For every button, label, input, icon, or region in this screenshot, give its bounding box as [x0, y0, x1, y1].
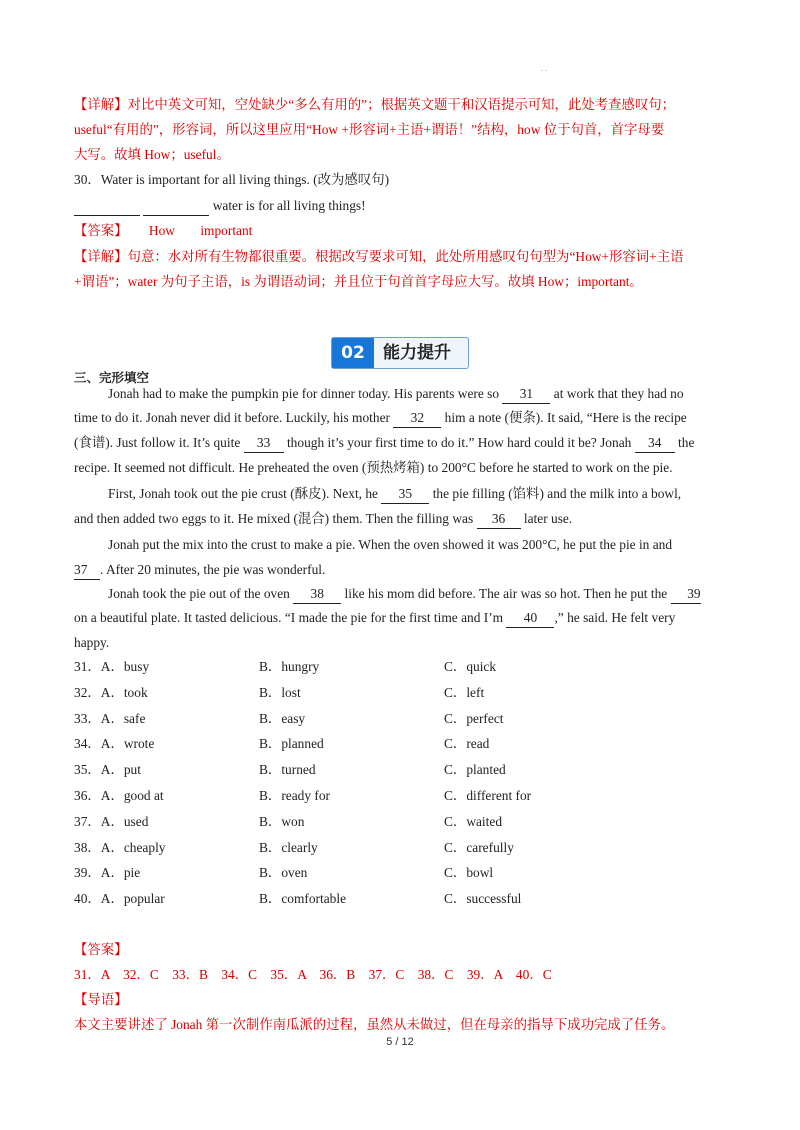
option-c[interactable]: C．different for	[444, 788, 532, 803]
q30-question: 30．Water is important for all living things. (改为感叹句)	[74, 172, 390, 187]
answers-label: 【答案】	[74, 942, 128, 957]
passage-text: . After 20 minutes, the pie was wonderful.	[100, 562, 326, 577]
option-b[interactable]: B．easy	[259, 710, 306, 726]
passage-text: on a beautiful plate. It tasted delicious. “I made the pie for the first time and I’m	[74, 610, 507, 625]
option-a[interactable]: 37．A．used	[74, 813, 149, 829]
q30-detail-line-2: +谓语”；water 为句子主语，is 为谓语动词；并且位于句首首字母应大写。故填 How；important。	[74, 274, 643, 289]
part-heading: 三、完形填空	[74, 370, 150, 385]
q30-blank-tail: water is for all living things!	[209, 198, 366, 213]
passage-line-7: Jonah put the mix into the crust to make a pie. When the oven showed it was 200°C, he put the pie in and	[108, 537, 673, 552]
option-row	[74, 710, 734, 728]
option-b[interactable]: B．planned	[259, 736, 324, 752]
passage-line-9	[108, 585, 701, 604]
passage-line-5	[108, 485, 681, 504]
option-row	[74, 684, 734, 702]
q30-answer-1: How	[148, 223, 175, 238]
option-c[interactable]: C．left	[444, 684, 485, 700]
blank-32[interactable]: 32	[393, 409, 441, 428]
passage-line-10	[74, 609, 675, 628]
option-b[interactable]: B．ready for	[259, 788, 331, 803]
blank-34[interactable]: 34	[635, 434, 675, 453]
q30-answer-label: 【答案】	[74, 223, 128, 238]
blank-31[interactable]: 31	[502, 385, 550, 404]
passage-line-8	[74, 561, 325, 580]
option-c[interactable]: C．planted	[444, 762, 506, 778]
option-row	[74, 890, 734, 908]
option-a[interactable]: 38．A．cheaply	[74, 839, 166, 855]
q30-detail-line-1: 【详解】句意：水对所有生物都很重要。根据改写要求可知，此处所用感叹句句型为“How+形容词+主语	[74, 249, 684, 264]
option-row	[74, 813, 734, 831]
option-a[interactable]: 36．A．good at	[74, 788, 164, 803]
option-row	[74, 787, 734, 805]
passage-text: later use.	[520, 511, 573, 526]
blank-39[interactable]: 39	[671, 585, 701, 604]
section-number: 02	[332, 338, 374, 368]
passage-text: ,” he said. He felt very	[554, 610, 676, 625]
section-title-box	[331, 337, 469, 369]
option-b[interactable]: B．clearly	[259, 839, 318, 855]
blank-36[interactable]: 36	[477, 510, 521, 529]
option-a[interactable]: 32．A．took	[74, 684, 148, 700]
passage-line-1	[108, 385, 684, 404]
passage-text: at work that they had no	[550, 386, 684, 401]
passage-text: Jonah took the pie out of the oven	[108, 586, 294, 601]
option-row	[74, 735, 734, 753]
guide-label: 【导语】	[74, 992, 128, 1007]
answers-list: 31．A 32．C 33．B 34．C 35．A 36．B 37．C 38．C 39．A 40．C	[74, 967, 552, 982]
q30-blank-2[interactable]	[143, 197, 209, 216]
option-c[interactable]: C．read	[444, 736, 490, 752]
option-c[interactable]: C．quick	[444, 659, 497, 674]
option-b[interactable]: B．won	[259, 813, 305, 829]
passage-text: him a note (便条). It said, “Here is the recipe	[441, 410, 687, 425]
passage-text: First, Jonah took out the pie crust (酥皮). Next, he	[108, 486, 382, 501]
option-c[interactable]: C．perfect	[444, 710, 504, 726]
option-b[interactable]: B．comfortable	[259, 891, 347, 907]
q29-detail-line-3: 大写。故填 How；useful。	[74, 147, 230, 162]
q30-blank-line	[74, 197, 366, 216]
option-c[interactable]: C．successful	[444, 891, 522, 907]
option-b[interactable]: B．hungry	[259, 659, 320, 674]
passage-text: and then added two eggs to it. He mixed (混合) them. Then the filling was	[74, 511, 477, 526]
section-title: 能力提升	[383, 343, 451, 363]
passage-line-3	[74, 434, 694, 453]
blank-37[interactable]: 37	[74, 561, 100, 580]
option-b[interactable]: B．lost	[259, 684, 301, 700]
option-a[interactable]: 39．A．pie	[74, 865, 141, 881]
option-c[interactable]: C．carefully	[444, 839, 514, 855]
option-b[interactable]: B．oven	[259, 865, 308, 881]
option-a[interactable]: 33．A．safe	[74, 710, 146, 726]
q29-detail-line-2: useful“有用的”，形容词，所以这里应用“How +形容词+主语+谓语！”结构，how 位于句首，首字母要	[74, 122, 665, 137]
passage-text: though it’s your first time to do it.” How hard could it be? Jonah	[283, 435, 635, 450]
passage-line-4: recipe. It seemed not difficult. He preheated the oven (预热烤箱) to 200°C before he started to work on the pie.	[74, 460, 673, 475]
option-b[interactable]: B．turned	[259, 762, 316, 778]
option-a[interactable]: 31．A．busy	[74, 659, 150, 674]
option-c[interactable]: C．waited	[444, 813, 503, 829]
option-a[interactable]: 34．A．wrote	[74, 736, 155, 752]
option-a[interactable]: 35．A．put	[74, 762, 141, 778]
option-row	[74, 658, 734, 676]
passage-text: time to do it. Jonah never did it before. Luckily, his mother	[74, 410, 394, 425]
blank-38[interactable]: 38	[293, 585, 341, 604]
passage-text: the pie filling (馅料) and the milk into a bowl,	[429, 486, 682, 501]
guide-text: 本文主要讲述了 Jonah 第一次制作南瓜派的过程，虽然从未做过，但在母亲的指导下成功完成了任务。	[74, 1017, 675, 1032]
q30-blank-1[interactable]	[74, 197, 140, 216]
option-row	[74, 839, 734, 857]
blank-33[interactable]: 33	[244, 434, 284, 453]
passage-text: Jonah had to make the pumpkin pie for dinner today. His parents were so	[108, 386, 503, 401]
passage-text: the	[674, 435, 695, 450]
passage-text: (食谱). Just follow it. It’s quite	[74, 435, 244, 450]
page-corner-marks: . .	[541, 64, 547, 73]
option-row	[74, 761, 734, 779]
blank-35[interactable]: 35	[381, 485, 429, 504]
q30-answer-2: important	[200, 223, 253, 238]
q30-answer	[74, 222, 252, 240]
option-row	[74, 864, 734, 882]
page-number: 5 / 12	[386, 1036, 414, 1048]
option-a[interactable]: 40．A．popular	[74, 891, 165, 907]
blank-40[interactable]: 40	[506, 609, 554, 628]
passage-line-11: happy.	[74, 635, 110, 650]
option-c[interactable]: C．bowl	[444, 865, 494, 881]
passage-text: like his mom did before. The air was so hot. Then he put the	[341, 586, 671, 601]
q29-detail-line-1: 【详解】对比中英文可知，空处缺少“多么有用的”；根据英文题干和汉语提示可知，此处考查感叹句；	[74, 97, 676, 112]
passage-line-6	[74, 510, 572, 529]
passage-line-2	[74, 409, 687, 428]
